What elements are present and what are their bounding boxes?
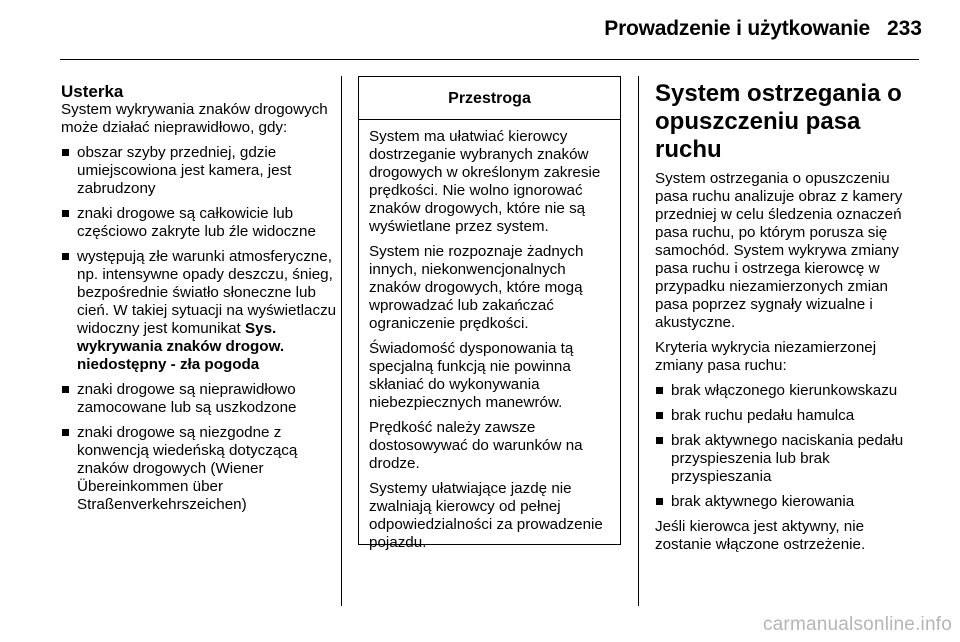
lane-departure-description: System ostrzegania o opuszczeniu pasa ruchu analizuje obraz z kamery przedniej w celu śledzenia oznaczeń pasa ruchu, po którym porusza się samochód. System wykrywa zmiany pasa ruchu i ostrzega kierowcę w przypadku niezamierzonych zmian pasa poprzez sygnały wizualne i akustyczne.	[655, 170, 903, 331]
watermark: carmanualsonline.info	[762, 614, 952, 635]
header-divider	[60, 59, 919, 60]
left-column	[61, 82, 337, 521]
list-item: znaki drogowe są nieprawidłowo zamocowane lub są uszkodzone	[61, 381, 337, 417]
section-heading-lane-departure: System ostrzegania o opuszczeniu pasa ruchu	[655, 80, 902, 163]
list-item	[61, 248, 337, 374]
closing-paragraph: Jeśli kierowca jest aktywny, nie zostanie włączone ostrzeżenie.	[655, 518, 866, 553]
caution-body	[359, 120, 620, 552]
caution-title: Przestroga	[359, 77, 620, 120]
list-item: znaki drogowe są niezgodne z konwencją wiedeńską dotyczącą znaków drogowych (Wiener Übereinkommen über Straßenverkehrszeichen)	[61, 424, 337, 514]
caution-paragraph: Świadomość dysponowania tą specjalną funkcją nie powinna skłaniać do wykonywania niebezpiecznych manewrów.	[369, 340, 574, 411]
page-header-title: Prowadzenie i użytkowanie	[604, 17, 870, 40]
list-item: brak ruchu pedału hamulca	[655, 407, 923, 425]
list-item: brak aktywnego kierowania	[655, 493, 923, 511]
caution-paragraph: System nie rozpoznaje żadnych innych, niekonwencjonalnych znaków drogowych, które mogą wprowadzać lub zakańczać ograniczenie prędkości.	[369, 243, 584, 332]
criteria-intro: Kryteria wykrycia niezamierzonej zmiany pasa ruchu:	[655, 339, 877, 374]
list-item: znaki drogowe są całkowicie lub częściowo zakryte lub źle widoczne	[61, 205, 337, 241]
fault-list	[61, 144, 337, 514]
right-column	[655, 80, 923, 561]
page-number: 233	[886, 17, 922, 40]
criteria-list	[655, 382, 923, 511]
caution-paragraph: Systemy ułatwiające jazdę nie zwalniają kierowcy od pełnej odpowiedzialności za prowadzenie pojazdu.	[369, 480, 603, 551]
caution-paragraph: System ma ułatwiać kierowcy dostrzeganie wybranych znaków drogowych w określonym zakresie prędkości. Nie wolno ignorować znaków drogowych, które nie są wyświetlane przez system.	[369, 128, 601, 235]
list-item: brak włączonego kierunkowskazu	[655, 382, 923, 400]
column-divider-left	[341, 76, 342, 606]
caution-box	[358, 76, 621, 551]
list-item: brak aktywnego naciskania pedału przyspieszenia lub brak przyspieszania	[655, 432, 923, 486]
display-message: Sys. wykrywania znaków drogow. niedostępny - zła pogoda	[77, 320, 285, 373]
caution-paragraph: Prędkość należy zawsze dostosowywać do warunków na drodze.	[369, 419, 583, 472]
column-divider-right	[638, 76, 639, 606]
intro-paragraph: System wykrywania znaków drogowych może działać nieprawidłowo, gdy:	[61, 101, 328, 136]
section-heading-usterka: Usterka	[61, 82, 124, 101]
list-item-text: występują złe warunki atmosferyczne, np. intensywne opady deszczu, śnieg, bezpośrednie światło słoneczne lub cień. W takiej sytuacji na wyświetlaczu widoczny jest komunikat	[77, 248, 337, 337]
list-item: obszar szyby przedniej, gdzie umiejscowiona jest kamera, jest zabrudzony	[61, 144, 337, 198]
